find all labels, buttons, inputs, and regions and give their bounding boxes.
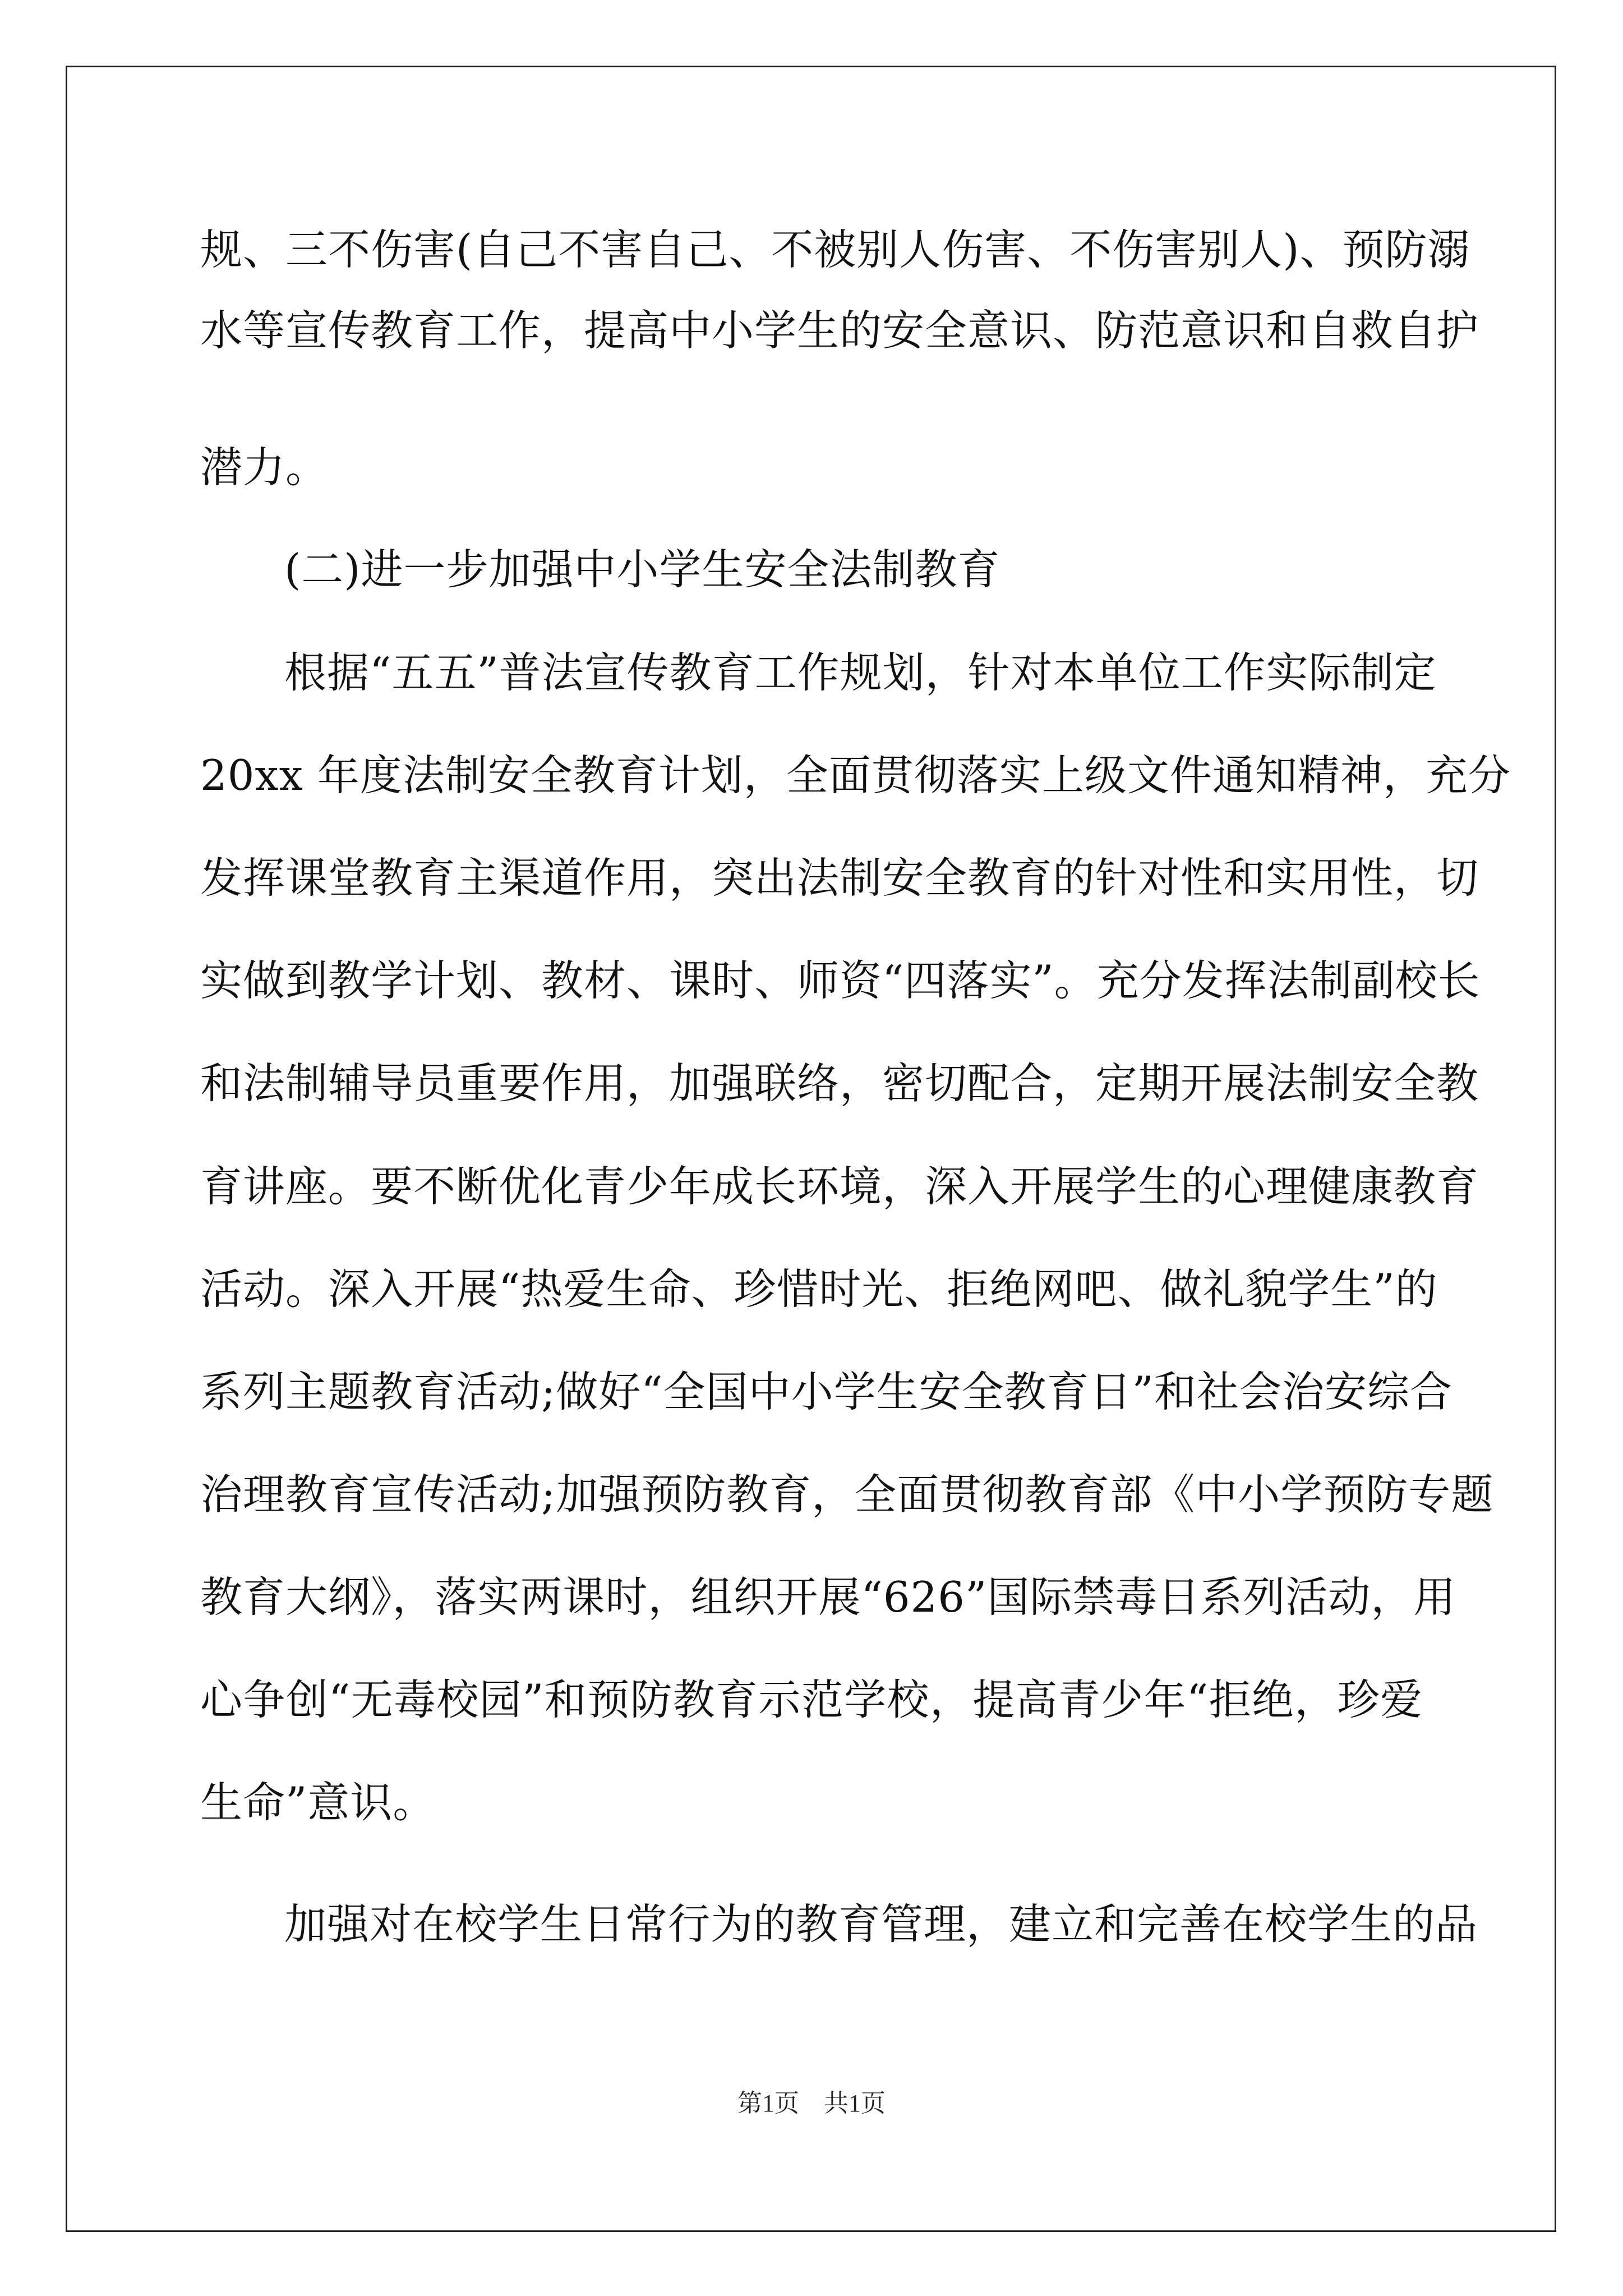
- body-line: 根据“五五”普法宣传教育工作规划，针对本单位工作实际制定: [284, 648, 1437, 697]
- body-line: 发挥课堂教育主渠道作用，突出法制安全教育的针对性和实用性，切: [200, 853, 1479, 903]
- body-line: 系列主题教育活动;做好“全国中小学生安全教育日”和社会治安综合: [200, 1367, 1453, 1416]
- body-line: 教育大纲》，落实两课时，组织开展“626”国际禁毒日系列活动，用: [200, 1572, 1456, 1622]
- body-line: 心争创“无毒校园”和预防教育示范学校，提高青少年“拒绝，珍爱: [200, 1675, 1423, 1724]
- section-heading: (二)进一步加强中小学生安全法制教育: [284, 545, 1000, 594]
- body-line: 育讲座。要不断优化青少年成长环境，深入开展学生的心理健康教育: [200, 1162, 1479, 1211]
- body-line: 实做到教学计划、教材、课时、师资“四落实”。充分发挥法制副校长: [200, 956, 1481, 1005]
- body-line: 加强对在校学生日常行为的教育管理，建立和完善在校学生的品: [284, 1899, 1478, 1949]
- page-footer: 第1页 共1页: [737, 2090, 886, 2117]
- body-line: 20xx 年度法制安全教育计划，全面贯彻落实上级文件通知精神，充分: [200, 751, 1511, 800]
- body-line: 和法制辅导员重要作用，加强联络，密切配合，定期开展法制安全教: [200, 1059, 1479, 1108]
- body-line: 规、三不伤害(自己不害自己、不被别人伤害、不伤害别人)、预防溺: [200, 225, 1470, 274]
- body-line: 活动。深入开展“热爱生命、珍惜时光、拒绝网吧、做礼貌学生”的: [200, 1264, 1438, 1314]
- body-line: 生命”意识。: [200, 1778, 436, 1827]
- body-line: 治理教育宣传活动;加强预防教育，全面贯彻教育部《中小学预防专题: [200, 1470, 1494, 1519]
- body-line: 潜力。: [200, 443, 329, 492]
- body-line: 水等宣传教育工作，提高中小学生的安全意识、防范意识和自救自护: [200, 306, 1479, 355]
